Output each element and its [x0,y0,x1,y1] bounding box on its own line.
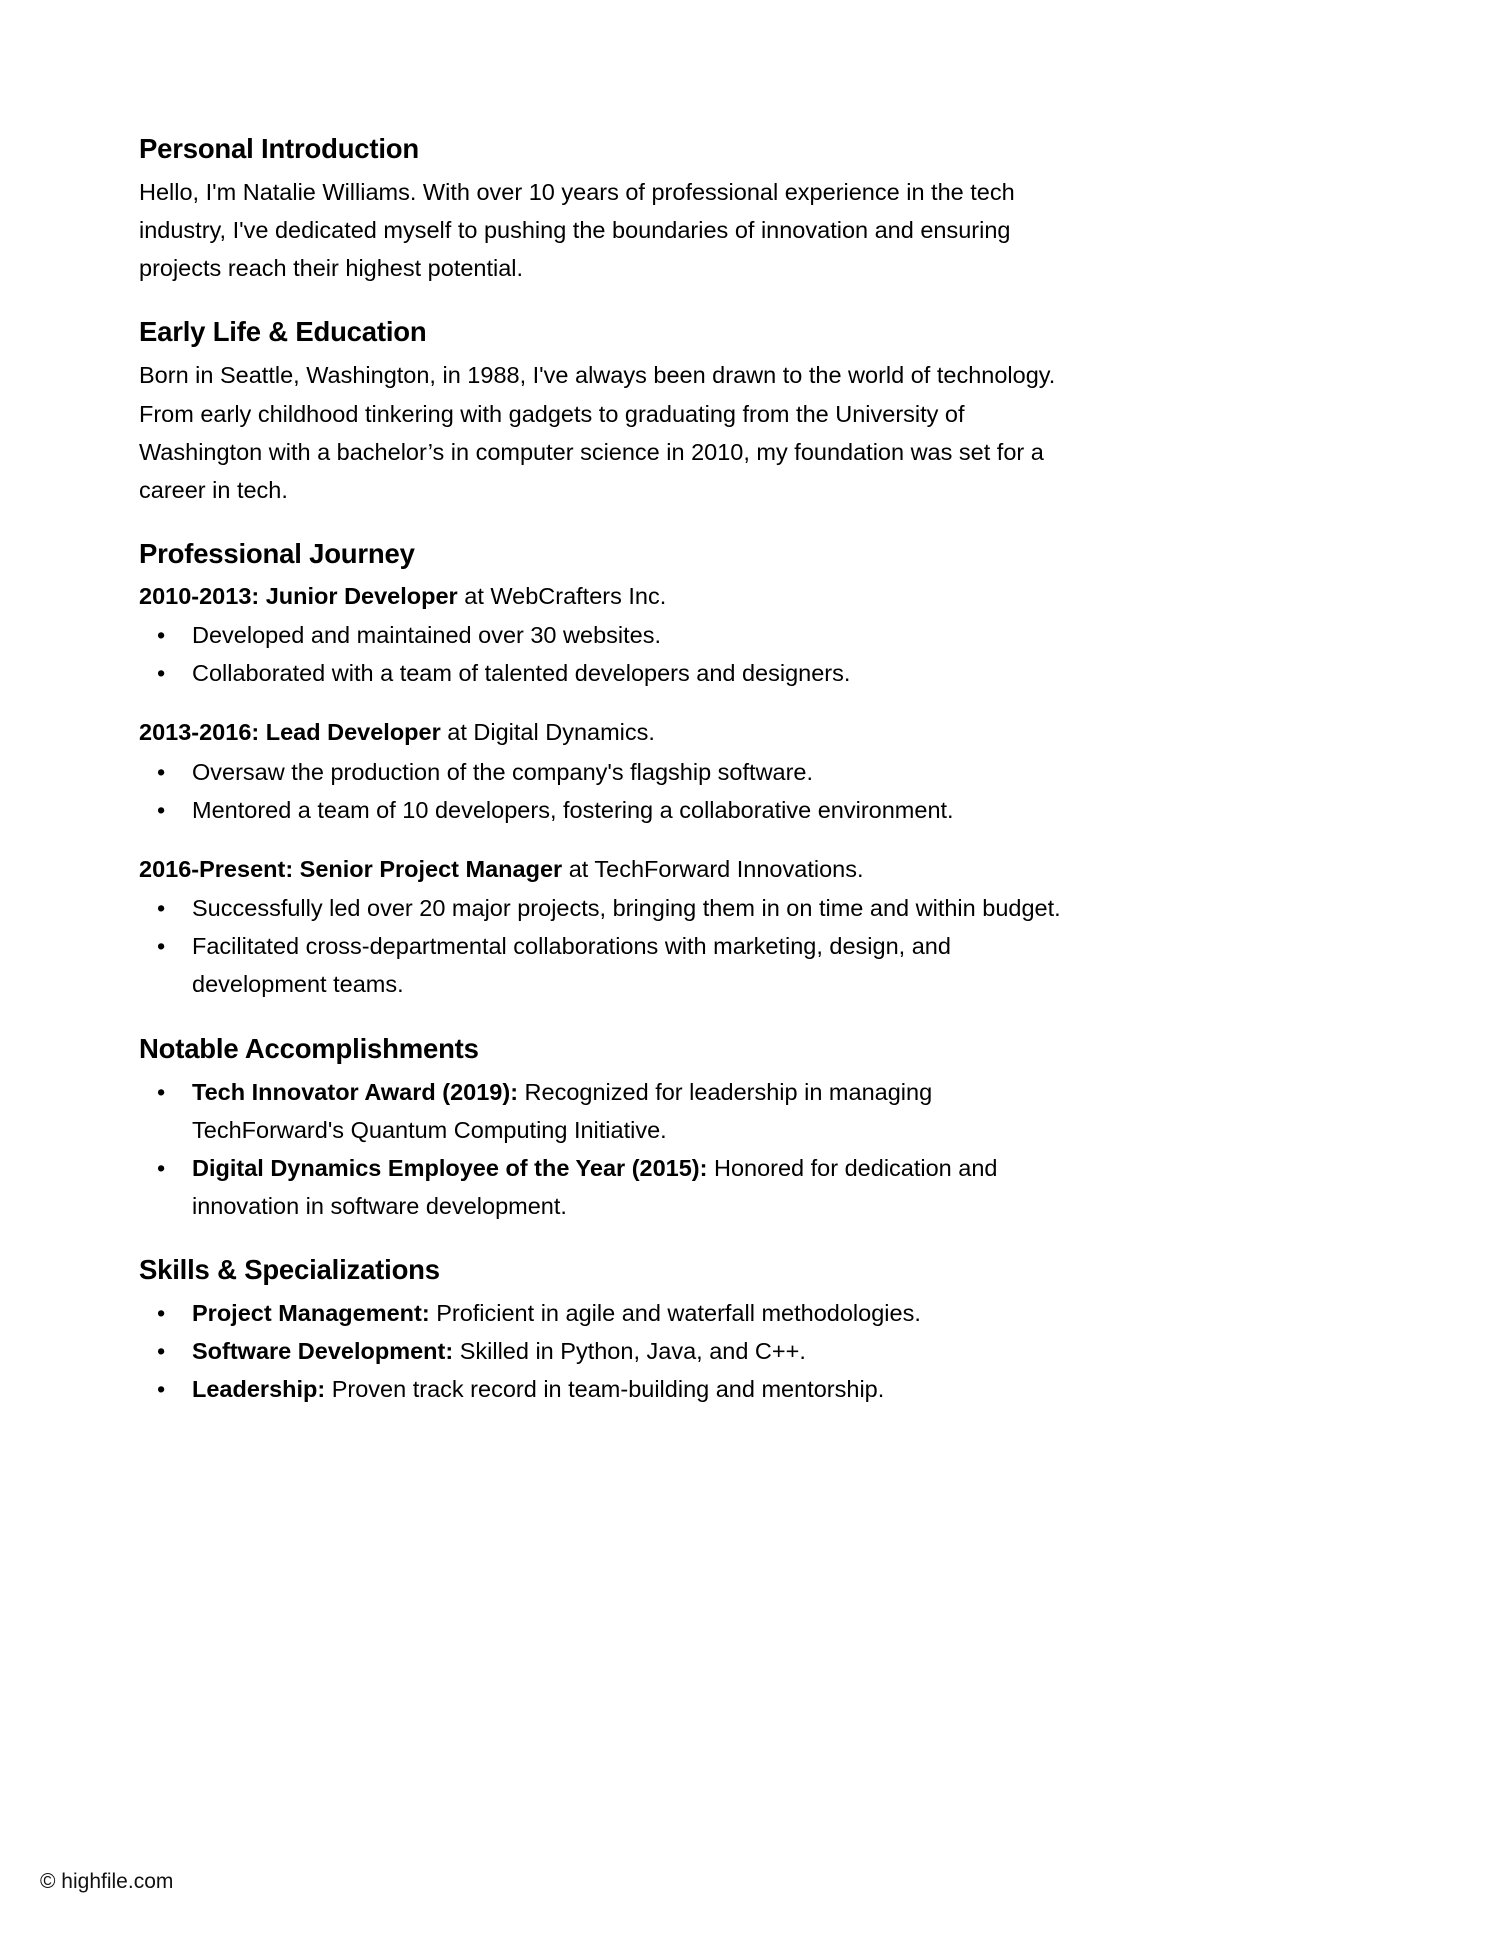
list-item-lead: Software Development: [192,1338,454,1365]
bullet-point-icon: • [157,933,166,960]
list-item [139,1073,1074,1149]
section-heading-professional-journey: Professional Journey [139,537,415,569]
job-title-bold: 2010-2013: Junior Developer [139,582,458,609]
section-skills-specializations [139,1251,1074,1408]
section-heading-skills-specializations: Skills & Specializations [139,1253,440,1285]
paragraph-personal-introduction: Hello, I'm Natalie Williams. With over 10 years of professional experience in the tech industry, I've dedicated myself to pushing the boundaries of innovation and ensuring projects reach their highest potential. [139,179,1015,282]
list-item-text: Collaborated with a team of talented developers and designers. [192,660,851,687]
section-professional-journey [139,535,1074,1004]
list-item-lead: Digital Dynamics Employee of the Year (2015): [192,1154,708,1181]
section-heading-notable-accomplishments: Notable Accomplishments [139,1032,479,1064]
job-entry-lead-developer [139,714,1074,829]
job-title-rest: at TechForward Innovations. [562,855,864,882]
job-entry-senior-project-manager [139,851,1074,1004]
list-item-lead: Leadership: [192,1376,326,1403]
bullet-point-icon: • [157,796,166,823]
job-title-line [139,851,1074,887]
job-title-bold: 2016-Present: Senior Project Manager [139,855,563,882]
job-bullet-list [139,616,1074,692]
section-notable-accomplishments [139,1030,1074,1225]
job-title-bold: 2013-2016: Lead Developer [139,719,441,746]
bullet-point-icon: • [157,758,166,785]
section-heading-personal-introduction: Personal Introduction [139,133,419,164]
list-item [139,927,1074,1003]
job-title-rest: at Digital Dynamics. [440,719,655,746]
list-item-text: Facilitated cross-departmental collaborations with marketing, design, and development teams. [192,933,951,998]
job-title-line [139,578,1074,614]
job-bullet-list [139,753,1074,829]
list-item-text: Developed and maintained over 30 websites. [192,622,661,649]
bullet-point-icon: • [157,1078,166,1105]
bullet-point-icon: • [157,1154,166,1181]
list-item-lead: Tech Innovator Award (2019): [192,1078,519,1105]
list-item-text: Oversaw the production of the company's flagship software. [192,758,814,785]
list-item [139,889,1074,927]
skills-list [139,1294,1074,1408]
list-item [139,1370,1074,1408]
list-item [139,1149,1074,1225]
bullet-point-icon: • [157,1300,166,1327]
job-bullet-list [139,889,1074,1003]
list-item-text: Honored for dedication and innovation in software development. [192,1154,998,1219]
footer-copyright: © highfile.com [40,1870,174,1893]
list-item-text: Successfully led over 20 major projects, bringing them in on time and within budget. [192,895,1061,922]
job-title-line [139,714,1074,750]
list-item [139,1294,1074,1332]
bullet-point-icon: • [157,895,166,922]
list-item-lead: Project Management: [192,1300,430,1327]
list-item-text: Recognized for leadership in managing TechForward's Quantum Computing Initiative. [192,1078,933,1143]
bullet-point-icon: • [157,660,166,687]
list-item [139,1332,1074,1370]
job-entry-junior-developer [139,578,1074,693]
list-item [139,654,1074,692]
bullet-point-icon: • [157,1376,166,1403]
accomplishments-list [139,1073,1074,1225]
list-item [139,753,1074,791]
list-item-text: Proficient in agile and waterfall methodologies. [429,1300,921,1327]
bullet-point-icon: • [157,1338,166,1365]
list-item-text: Skilled in Python, Java, and C++. [453,1338,806,1365]
document-content [139,130,1074,1434]
list-item [139,791,1074,829]
list-item-text: Proven track record in team-building and mentorship. [325,1376,885,1403]
section-heading-early-life-education: Early Life & Education [139,316,427,348]
section-early-life-education [139,313,1074,508]
job-title-rest: at WebCrafters Inc. [457,582,667,609]
list-item [139,616,1074,654]
section-personal-introduction [139,130,1074,287]
paragraph-early-life-education: Born in Seattle, Washington, in 1988, I've always been drawn to the world of technology. From early childhood tinkering with gadgets to graduating from the University of Washington with a bachelor’s in computer science in 2010, my foundation was set for a career in tech. [139,362,1056,503]
bullet-point-icon: • [157,622,166,649]
list-item-text: Mentored a team of 10 developers, fostering a collaborative environment. [192,796,954,823]
